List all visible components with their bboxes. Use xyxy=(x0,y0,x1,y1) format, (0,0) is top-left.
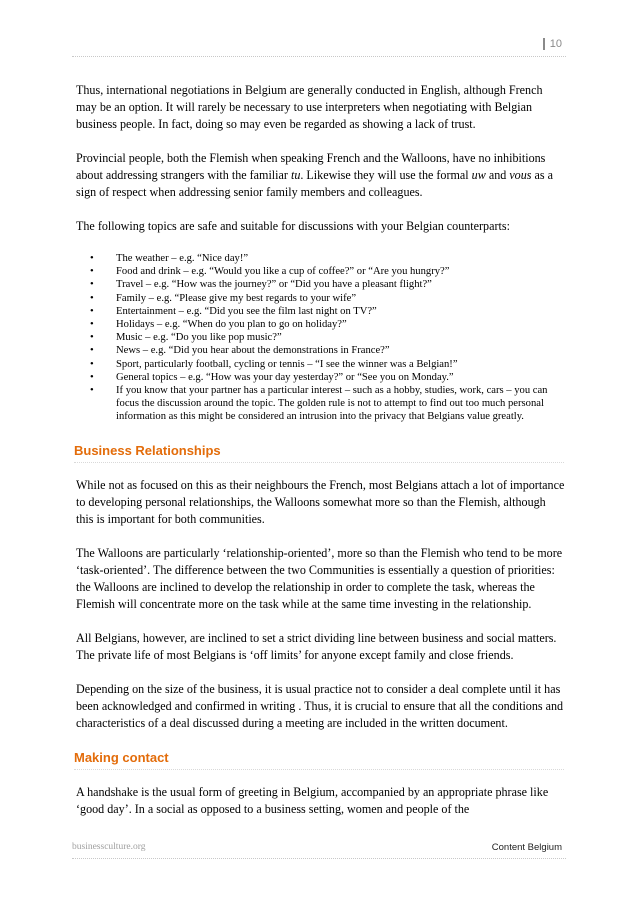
bullet-icon: • xyxy=(90,266,94,278)
intro-paragraph-3: The following topics are safe and suitable for discussions with your Belgian counterparts: xyxy=(76,219,510,233)
list-item xyxy=(76,265,566,278)
bullet-icon: • xyxy=(90,345,94,357)
business-relationships-paragraph-4: Depending on the size of the business, it is usual practice not to consider a deal complete until it has been acknowledged and confirmed in writing . Thus, it is crucial to ensure that all the conditions and characteristics of a deal discussed during a meeting are included in the written document. xyxy=(76,681,564,730)
footer-document-title: Content Belgium xyxy=(491,842,562,853)
page-footer xyxy=(72,840,566,859)
intro-p2-vous: vous xyxy=(509,168,532,182)
topic-text: Holidays – e.g. “When do you plan to go on holiday?” xyxy=(116,319,347,331)
bullet-icon: • xyxy=(90,358,94,370)
page-number: 10 xyxy=(543,38,562,50)
topic-text: Family – e.g. “Please give my best regards to your wife” xyxy=(116,292,357,304)
list-item xyxy=(76,305,566,318)
topic-text: General topics – e.g. “How was your day yesterday?” or “See you on Monday.” xyxy=(116,371,454,383)
bullet-icon: • xyxy=(90,279,94,291)
topic-text: Music – e.g. “Do you like pop music?” xyxy=(116,332,282,344)
business-relationships-paragraph-1: While not as focused on this as their neighbours the French, most Belgians attach a lot of importance to developing personal relationships, the Walloons somewhat more so than the Flemish, although this is important for both communities. xyxy=(76,477,565,526)
bullet-icon: • xyxy=(90,319,94,331)
intro-p2-uw: uw xyxy=(471,168,486,182)
topics-list xyxy=(76,252,566,424)
bullet-icon: • xyxy=(90,332,94,344)
bullet-icon: • xyxy=(90,292,94,304)
intro-p2-text-a: Provincial people, both the Flemish when speaking French and the Walloons, have no inhibitions about addressing strangers with the familiar xyxy=(76,151,546,182)
list-item xyxy=(76,384,566,424)
business-relationships-heading: Business Relationships xyxy=(74,442,564,463)
footer-site-name: businessculture.org xyxy=(72,842,146,852)
making-contact-paragraph-1: A handshake is the usual form of greeting in Belgium, accompanied by an appropriate phrase like ‘good day’. In a social as opposed to a business setting, women and people of the xyxy=(76,784,549,816)
intro-p2-text-c: and xyxy=(485,168,510,182)
topic-text: Entertainment – e.g. “Did you see the film last night on TV?” xyxy=(116,305,377,317)
bullet-icon: • xyxy=(90,305,94,317)
list-item xyxy=(76,371,566,384)
topic-text: The weather – e.g. “Nice day!” xyxy=(116,253,249,264)
business-relationships-paragraph-2: The Walloons are particularly ‘relationship-oriented’, more so than the Flemish who tend to be more ‘task-oriented’. The difference between the two Communities is essentially a question of priorities: the Walloons are inclined to develop the relationship in order to complete the task, whereas the Flemish will concentrate more on the task while at the same time investing in the relationship. xyxy=(76,545,563,611)
intro-p2-text-d: as a sign of respect when addressing senior family members and colleagues. xyxy=(76,168,553,199)
list-item xyxy=(76,278,566,291)
list-item xyxy=(76,344,566,357)
list-item xyxy=(76,318,566,331)
bullet-icon: • xyxy=(90,253,94,264)
list-item xyxy=(76,292,566,305)
bullet-icon: • xyxy=(90,385,94,397)
list-item xyxy=(76,358,566,371)
list-item xyxy=(76,252,566,265)
bullet-icon: • xyxy=(90,371,94,383)
intro-p2-text-b: . Likewise they will use the formal xyxy=(300,168,472,182)
intro-paragraph-2 xyxy=(76,150,566,201)
intro-p2-tu: tu xyxy=(290,168,301,182)
business-relationships-paragraph-3: All Belgians, however, are inclined to set a strict dividing line between business and social matters. The private life of most Belgians is ‘off limits’ for anyone except family and close friends. xyxy=(76,630,557,662)
list-item xyxy=(76,331,566,344)
topic-text: If you know that your partner has a particular interest – such as a hobby, studies, work, cars – you can focus the discussion around the topic. The golden rule is not to attempt to find out too much personal information as this might be considered an intrusion into the privacy that Belgians value greatly. xyxy=(116,385,548,423)
topic-text: Sport, particularly football, cycling or tennis – “I see the winner was a Belgian!” xyxy=(116,358,458,370)
topic-text: Travel – e.g. “How was the journey?” or “Did you have a pleasant flight?” xyxy=(116,279,432,291)
making-contact-heading: Making contact xyxy=(74,749,564,770)
page-body xyxy=(76,82,566,835)
page-header xyxy=(72,38,566,57)
topic-text: Food and drink – e.g. “Would you like a cup of coffee?” or “Are you hungry?” xyxy=(116,266,450,278)
topic-text: News – e.g. “Did you hear about the demonstrations in France?” xyxy=(116,345,390,357)
intro-paragraph-1: Thus, international negotiations in Belgium are generally conducted in English, although French may be an option. It will rarely be necessary to use interpreters when negotiating with Belgian business people. In fact, doing so may even be regarded as showing a lack of trust. xyxy=(76,83,543,131)
